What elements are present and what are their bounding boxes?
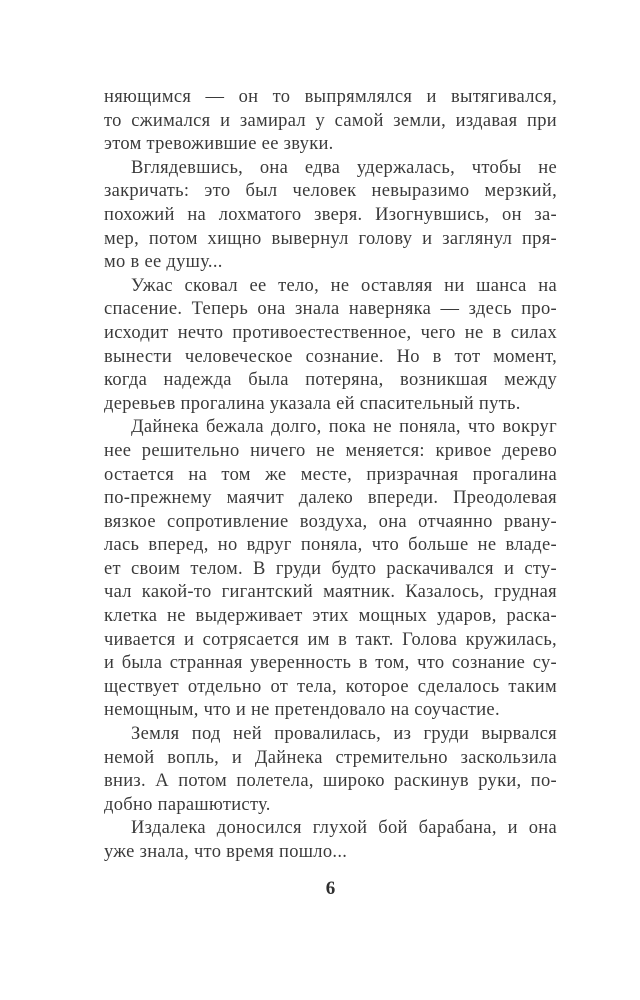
text-line: ет своим телом. В груди будто раскачивался и сту- [104,558,557,579]
paragraph [104,275,557,417]
text-line: мо в ее душу... [104,252,223,273]
text-line: и была странная уверенность в том, что сознание су- [104,653,557,674]
text-line: чивается и сотрясается им в такт. Голова кружилась, [104,629,557,650]
text-line: Издалека доносился глухой бой барабана, и она [131,818,557,839]
paragraph [104,723,557,817]
page-number: 6 [325,878,336,899]
text-line: вынести человеческое сознание. Но в тот момент, [104,346,557,367]
text-line: ществует отдельно от тела, которое сделалось таким [104,676,557,697]
text-line: Ужас сковал ее тело, не оставляя ни шанса на [131,275,557,296]
text-line: Земля под ней провалилась, из груди вырвался [131,724,557,745]
text-line: няющимся — он то выпрямлялся и вытягивался, [104,87,557,107]
text-line: вниз. А потом полетела, широко раскинув руки, по- [104,771,557,792]
text-line: нее решительно ничего не меняется: кривое дерево [104,440,557,461]
text-line: остается на том же месте, призрачная прогалина [104,464,557,485]
text-line: немой вопль, и Дайнека стремительно заскользила [104,747,557,768]
text-line: Вглядевшись, она едва удержалась, чтобы не [131,157,557,178]
text-line: мер, потом хищно вывернул голову и заглянул пря- [104,228,557,249]
text-line: уже знала, что время пошло... [104,842,348,862]
page-text [104,86,557,865]
text-line: немощным, что и не претендовало на соучастие. [104,700,500,721]
text-line: то сжимался и замирал у самой земли, издавая при [104,110,557,131]
text-line: похожий на лохматого зверя. Изогнувшись, он за- [104,204,557,225]
text-line: вязкое сопротивление воздуха, она отчаянно рвану- [104,511,557,532]
paragraph [104,817,557,864]
text-line: по-прежнему маячит далеко впереди. Преодолевая [104,488,557,509]
text-line: закричать: это был человек невыразимо мерзкий, [104,181,557,202]
text-line: Дайнека бежала долго, пока не поняла, что вокруг [131,417,557,438]
text-line: деревьев прогалина указала ей спасительный путь. [104,393,521,414]
text-line: спасение. Теперь она знала наверняка — здесь про- [104,299,557,320]
paragraph [104,157,557,275]
text-line: исходит нечто противоестественное, чего не в силах [104,322,557,343]
paragraph [104,86,557,157]
text-line: лась вперед, но вдруг поняла, что больше не владе- [104,535,557,556]
text-line: добно парашютисту. [104,794,271,815]
text-line: чал какой-то гигантский маятник. Казалось, грудная [104,582,557,603]
paragraph [104,416,557,723]
text-line: когда надежда была потеряна, возникшая между [104,370,557,391]
text-line: клетка не выдерживает этих мощных ударов, раска- [104,606,557,627]
text-line: этом тревожившие ее звуки. [104,134,334,155]
